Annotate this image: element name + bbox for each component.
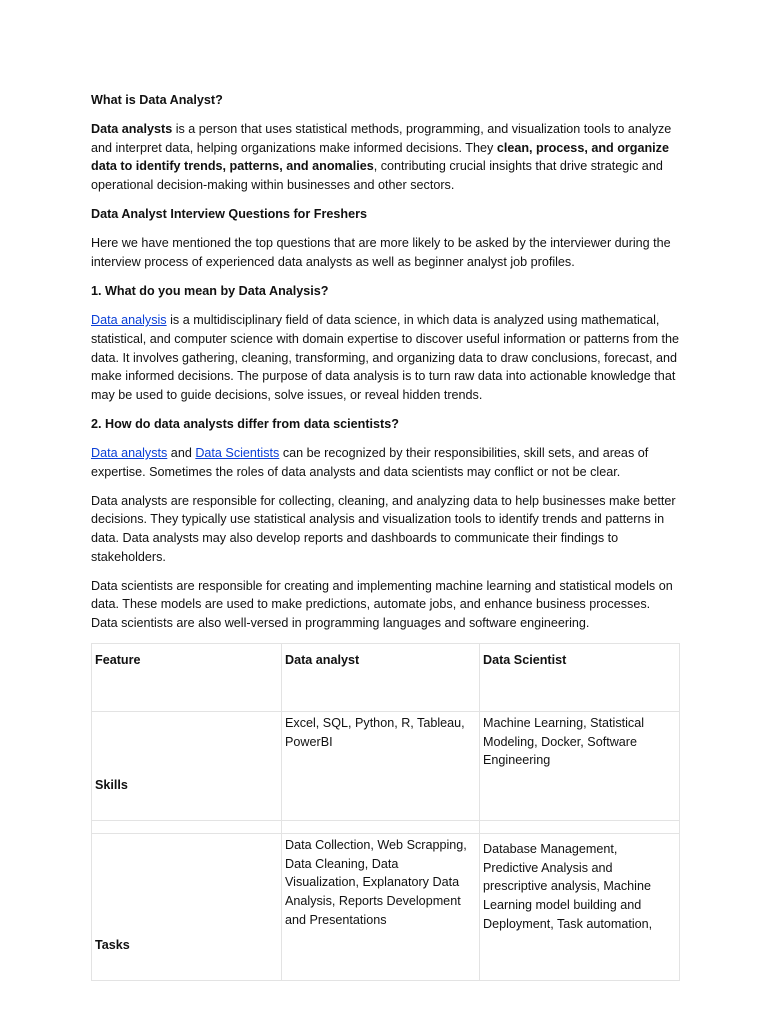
row-label-skills: Skills	[92, 712, 282, 821]
question-2-and: and	[167, 446, 196, 461]
question-2-text: can be recognized by their responsibilities, skill sets, and areas of expertise. Sometimes the roles of data analysts and data scientists may conflict or not be clear.	[91, 446, 649, 479]
section-intro: Here we have mentioned the top questions that are more likely to be asked by the interviewer during the interview process of experienced data analysts as well as beginner analyst job profiles.	[91, 236, 671, 269]
intro-paragraph	[91, 120, 679, 194]
data-scientists-paragraph: Data scientists are responsible for creating and implementing machine learning and statistical models on data. These models are used to make predictions, automate jobs, and enhance business processes. Data scientists are also well-versed in programming languages and software engineering.	[91, 578, 673, 630]
skills-data-scientist: Machine Learning, Statistical Modeling, Docker, Software Engineering	[480, 712, 680, 821]
intro-bold-text: clean, process, and organize data to identify trends, patterns, and anomalies	[91, 140, 669, 174]
table-row	[92, 834, 680, 981]
table-row	[92, 712, 680, 821]
question-2-heading: 2. How do data analysts differ from data scientists?	[91, 416, 399, 431]
data-analysts-link[interactable]: Data analysts	[91, 446, 168, 461]
section-heading: Data Analyst Interview Questions for Freshers	[91, 207, 367, 222]
page-title: What is Data Analyst?	[91, 93, 223, 107]
question-1-answer	[91, 311, 679, 404]
header-data-scientist: Data Scientist	[480, 644, 680, 700]
question-1-heading: 1. What do you mean by Data Analysis?	[91, 284, 329, 299]
table-gap-row	[92, 699, 680, 712]
table-gap-row	[92, 821, 680, 834]
intro-term: Data analysts	[91, 122, 173, 137]
tasks-data-scientist: Database Management, Predictive Analysis and prescriptive analysis, Machine Learning model building and Deployment, Task automation,	[480, 834, 680, 981]
data-analysts-paragraph: Data analysts are responsible for collecting, cleaning, and analyzing data to help businesses make better decisions. They typically use statistical analysis and visualization tools to identify trends and patterns in data. Data analysts may also develop reports and dashboards to communicate their findings to stakeholders.	[91, 493, 676, 564]
data-scientists-link[interactable]: Data Scientists	[195, 446, 280, 461]
skills-data-analyst: Excel, SQL, Python, R, Tableau, PowerBI	[282, 712, 480, 821]
table-header-row	[92, 644, 680, 700]
data-analysis-link[interactable]: Data analysis	[91, 313, 167, 328]
header-feature: Feature	[92, 644, 282, 700]
question-1-text: is a multidisciplinary field of data science, in which data is analyzed using mathematical, statistical, and computer science with domain expertise to discover useful information or patterns from the data. It involves gathering, cleaning, transforming, and organizing data to draw conclusions, forecast, and make informed decisions. The purpose of data analysis is to turn raw data into actionable knowledge that may be used to guide decisions, solve issues, or reveal hidden trends.	[91, 313, 679, 402]
intro-text-b: , contributing crucial insights that drive strategic and operational decision-making within businesses and other sectors.	[91, 159, 663, 192]
document-page	[91, 91, 679, 981]
tasks-data-analyst: Data Collection, Web Scrapping, Data Cleaning, Data Visualization, Explanatory Data Analysis, Reports Development and Presentations	[282, 834, 480, 981]
comparison-table	[91, 643, 680, 981]
row-label-tasks: Tasks	[92, 834, 282, 981]
header-data-analyst: Data analyst	[282, 644, 480, 700]
intro-text-a: is a person that uses statistical methods, programming, and visualization tools to analyze and interpret data, helping organizations make informed decisions. They	[91, 122, 672, 155]
question-2-answer	[91, 444, 679, 481]
